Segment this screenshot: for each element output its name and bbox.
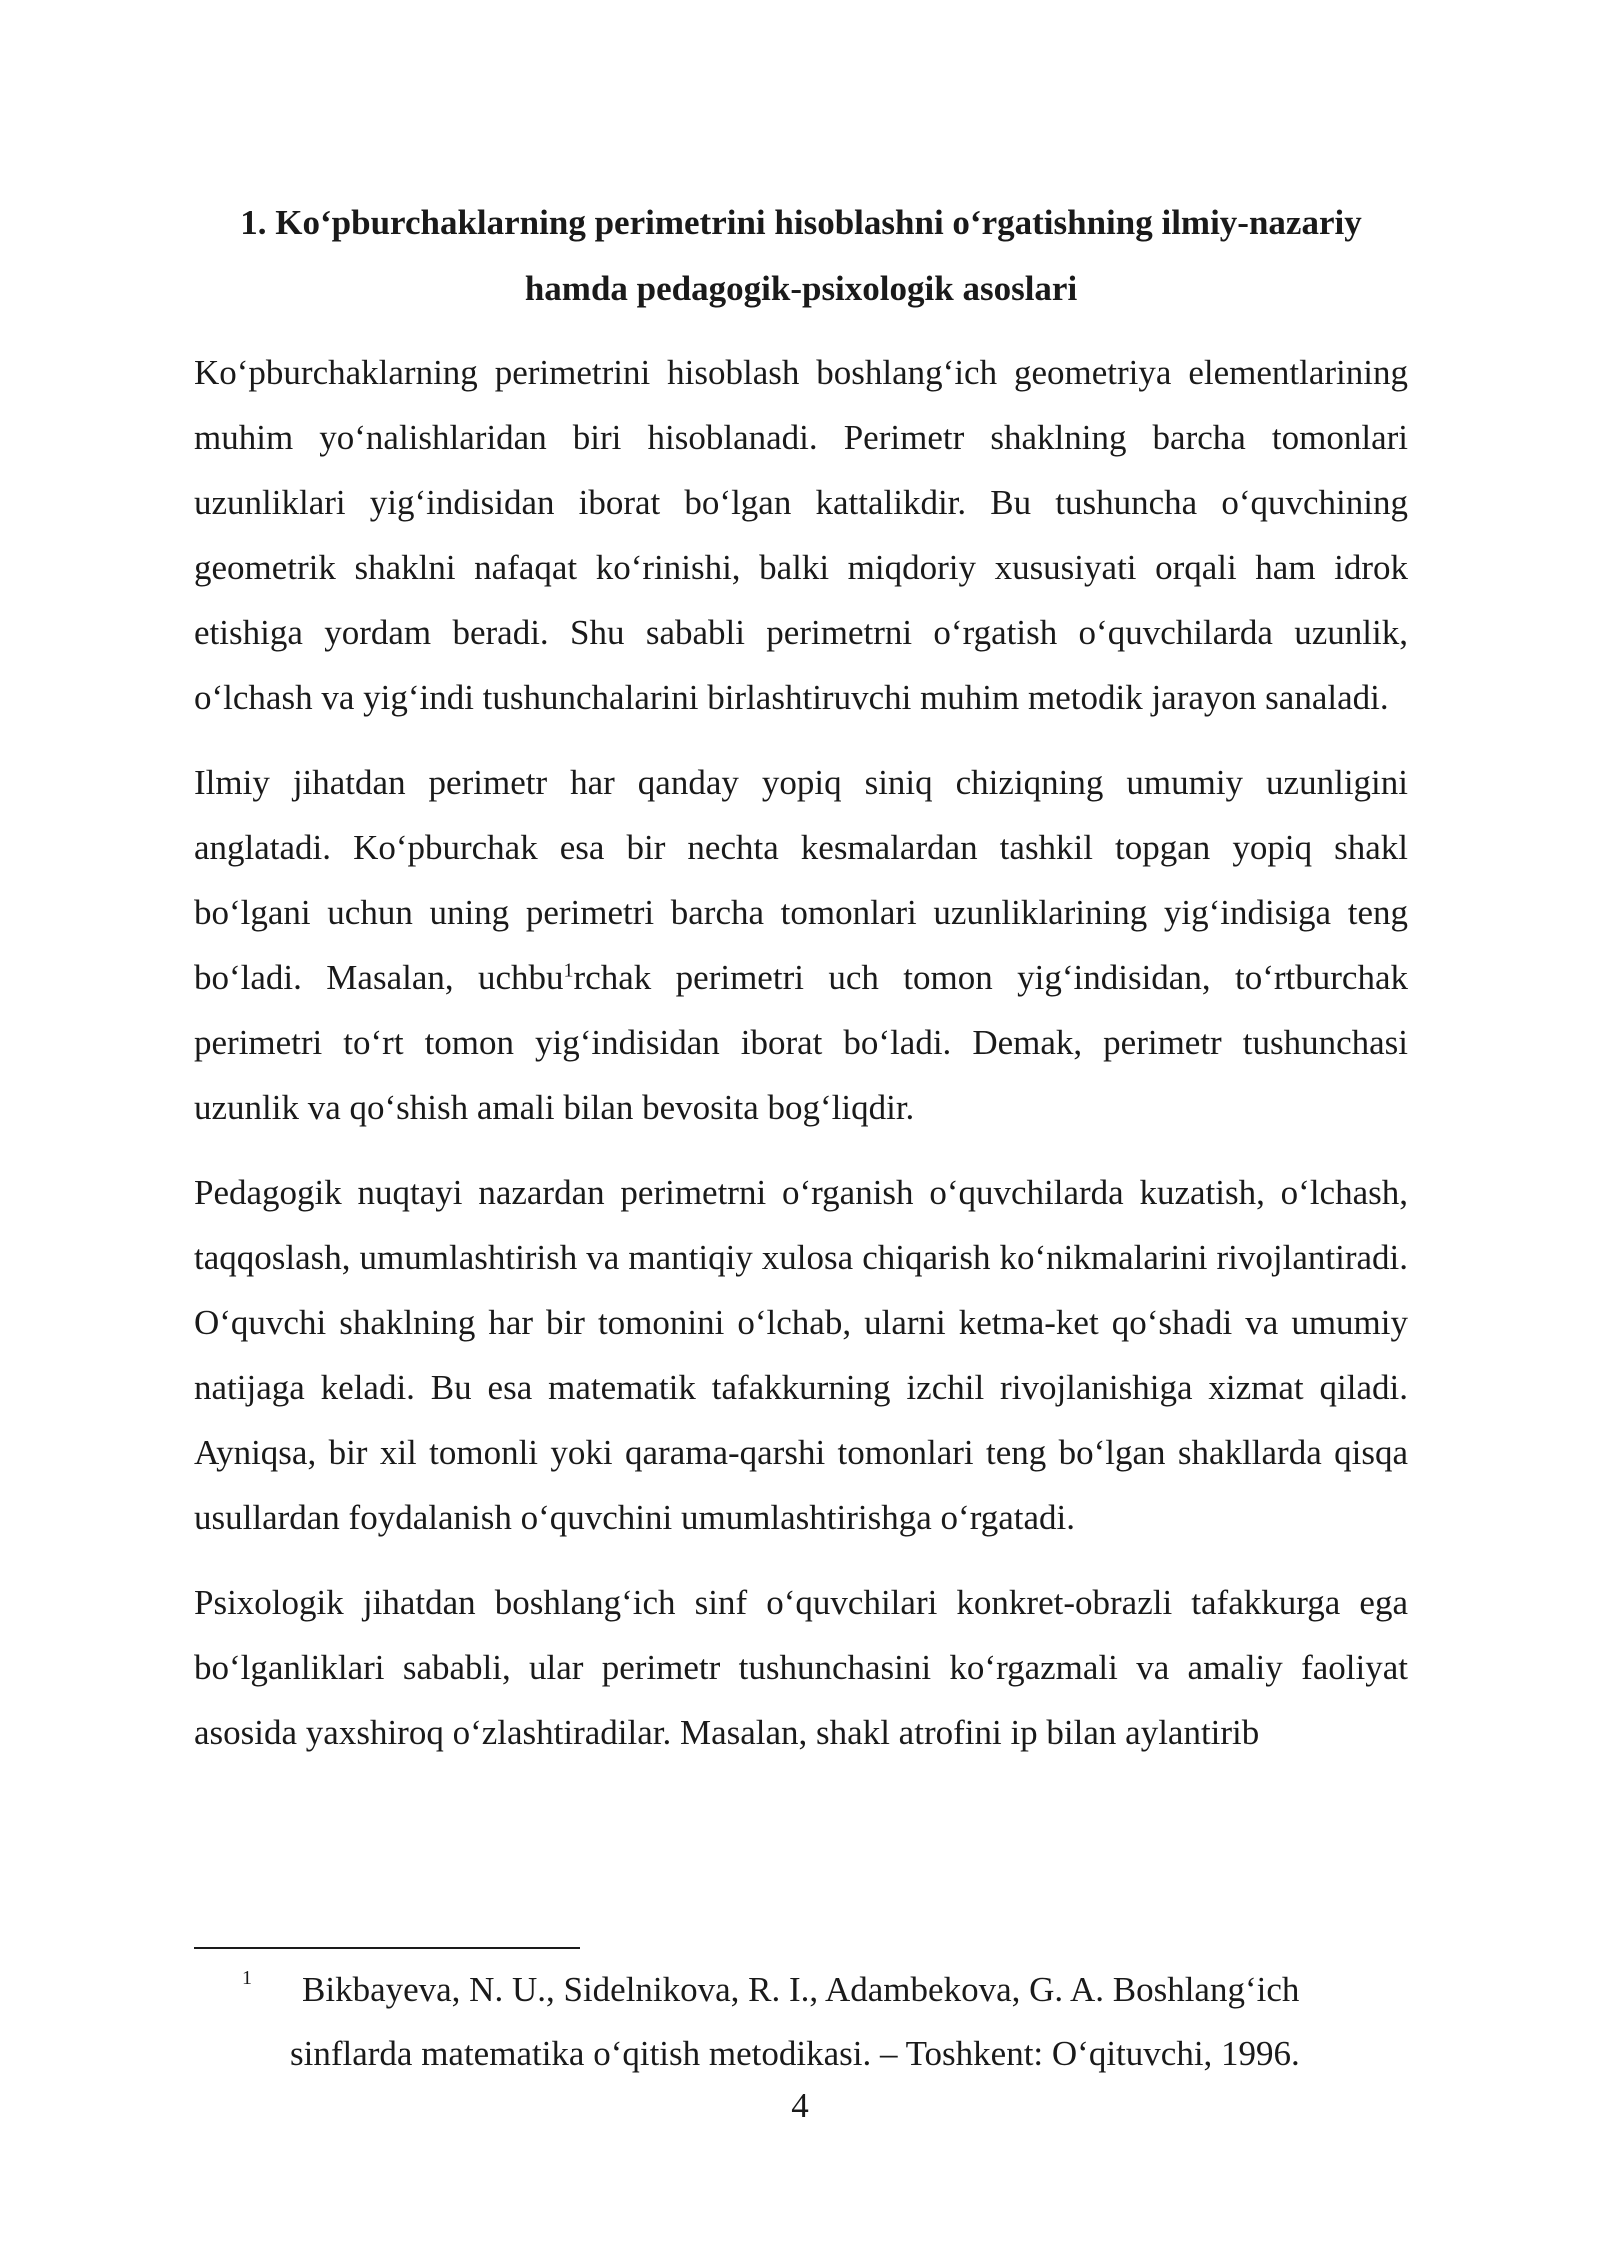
footnote-text-line-2: sinflarda matematika o‘qitish metodikasi. – Toshkent: O‘qituvchi, 1996. xyxy=(290,2034,1300,2073)
footnote-first-line xyxy=(194,1958,1408,2022)
paragraph-4: Psixologik jihatdan boshlang‘ich sinf o‘quvchilari konkret-obrazli tafakkurga ega bo‘lganliklari sababli, ular perimetr tushunchasini ko‘rgazmali va amaliy faoliyat asosida yaxshiroq o‘zlashtiradilar. Masalan, shakl atrofini ip bilan aylantirib xyxy=(194,1583,1408,1752)
footnote-separator xyxy=(194,1947,580,1949)
page-body xyxy=(194,190,1408,1785)
page-number: 4 xyxy=(791,2086,809,2125)
paragraph-3: Pedagogik nuqtayi nazardan perimetrni o‘rganish o‘quvchilarda kuzatish, o‘lchash, taqqoslash, umumlashtirish va mantiqiy xulosa chiqarish ko‘nikmalarini rivojlantiradi. O‘quvchi shaklning har bir tomonini o‘lchab, ularni ketma-ket qo‘shadi va umumiy natijaga keladi. Bu esa matematik tafakkurning izchil rivojlanishiga xizmat qiladi. Ayniqsa, bir xil tomonli yoki qarama-qarshi tomonlari teng bo‘lgan shakllarda qisqa usullardan foydalanish o‘quvchini umumlashtirishga o‘rgatadi. xyxy=(194,1173,1408,1537)
paragraph-1: Ko‘pburchaklarning perimetrini hisoblash boshlang‘ich geometriya elementlarining muhim yo‘nalishlaridan biri hisoblanadi. Perimetr shaklning barcha tomonlari uzunliklari yig‘indisidan iborat bo‘lgan kattalikdir. Bu tushuncha o‘quvchining geometrik shaklni nafaqat ko‘rinishi, balki miqdoriy xususiyati orqali ham idrok etishiga yordam beradi. Shu sababli perimetrni o‘rgatish o‘quvchilarda uzunlik, o‘lchash va yig‘indi tushunchalarini birlashtiruvchi muhim metodik jarayon sanaladi. xyxy=(194,353,1408,717)
footnote-number: 1 xyxy=(242,1967,252,1989)
section-heading xyxy=(194,190,1408,322)
footnote xyxy=(194,1958,1408,2086)
paragraph-2-text-before-ref: Ilmiy jihatdan perimetr har qanday yopiq siniq chiziqning umumiy uzunligini anglatadi. Ko‘pburchak esa bir nechta kesmalardan tashkil topgan yopiq shakl bo‘lgani uchun uning perimetri barcha tomonlari uzunliklarining yig‘indisiga teng bo‘ladi. Masalan, uchbu xyxy=(194,763,1408,997)
section-heading-line-2: hamda pedagogik-psixologik asoslari xyxy=(524,269,1078,308)
paragraph-2 xyxy=(194,750,1408,1140)
footnote-reference[interactable]: 1 xyxy=(563,959,574,982)
paragraph-2-text-after-ref: rchak perimetri uch tomon yig‘indisidan, to‘rtburchak perimetri to‘rt tomon yig‘indisidan iborat bo‘ladi. Demak, perimetr tushunchasi uzunlik va qo‘shish amali bilan bevosita bog‘liqdir. xyxy=(194,958,1408,1127)
section-heading-line-1: 1. Ko‘pburchaklarning perimetrini hisoblashni o‘rgatishning ilmiy-nazariy xyxy=(240,203,1362,242)
footnote-text-line-1: Bikbayeva, N. U., Sidelnikova, R. I., Adambekova, G. A. Boshlang‘ich xyxy=(302,1970,1300,2009)
